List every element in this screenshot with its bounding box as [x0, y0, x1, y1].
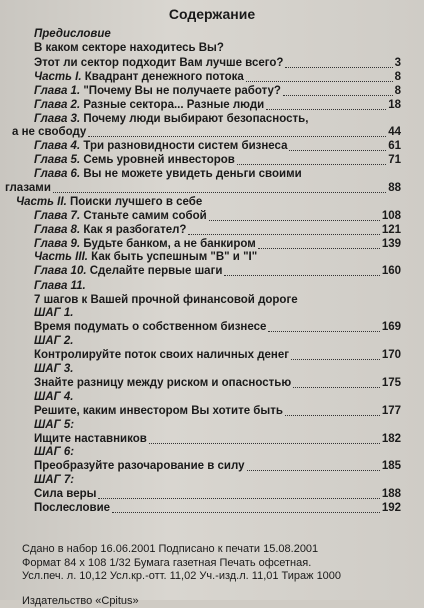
- toc-entry: [34, 140, 401, 153]
- dot-leader: [53, 192, 386, 193]
- dot-leader: [237, 164, 386, 165]
- imprint-block: [22, 543, 341, 608]
- toc-entry-text: Решите, каким инвестором Вы хотите быть: [34, 405, 283, 417]
- toc-entry-label: Часть I.: [34, 71, 82, 83]
- toc-entry-text: Семь уровней инвесторов: [83, 154, 235, 166]
- toc-entry-text: Контролируйте поток своих наличных денег: [34, 349, 289, 361]
- toc-page-number: 108: [382, 210, 401, 223]
- toc-entry: [34, 85, 401, 98]
- toc-entry: [34, 349, 401, 362]
- toc-page-number: 121: [382, 224, 401, 237]
- toc-entry-label: ШАГ 6:: [34, 446, 74, 458]
- toc-page-number: 175: [382, 377, 401, 390]
- toc-entry-label: ШАГ 1.: [34, 307, 73, 319]
- toc-entry-text: Этот ли сектор подходит Вам лучше всего?: [34, 57, 283, 69]
- toc-entry-text: Как быть успешным "B" и "I": [91, 251, 257, 263]
- imprint-line: Усл.печ. л. 10,12 Усл.кр.-отт. 11,02 Уч.-изд.л. 11,01 Тираж 1000: [22, 570, 341, 584]
- toc-entry: [34, 419, 401, 432]
- toc-page-number: 61: [388, 140, 401, 153]
- toc-entry-label: ШАГ 3.: [34, 363, 73, 375]
- toc-entry-label: ШАГ 7:: [34, 474, 74, 486]
- toc-entry: [34, 113, 401, 126]
- toc-page-number: 139: [382, 238, 401, 251]
- toc-entry-label: ШАГ 4.: [34, 391, 73, 403]
- toc-entry-text: Знайте разницу между риском и опасностью: [34, 377, 291, 389]
- dot-leader: [247, 470, 380, 471]
- toc-entry-label: ШАГ 2.: [34, 335, 73, 347]
- toc-page-number: 3: [395, 57, 401, 70]
- toc-entry: [34, 42, 401, 55]
- toc-entry: [16, 196, 401, 209]
- toc-entry: [34, 224, 401, 237]
- toc-entry-label: Глава 8.: [34, 224, 80, 236]
- toc-entry: [34, 391, 401, 404]
- dot-leader: [188, 234, 379, 235]
- dot-leader: [98, 498, 379, 499]
- toc-entry-text: Поиски лучшего в себе: [70, 196, 202, 208]
- dot-leader: [289, 150, 386, 151]
- toc-entry-label: ШАГ 5:: [34, 419, 74, 431]
- toc-entry: [34, 71, 401, 84]
- toc-entry-text: Будьте банком, а не банкиром: [83, 238, 255, 250]
- toc-entry: [34, 335, 401, 348]
- toc-entry: [34, 377, 401, 390]
- toc-entry: [34, 294, 401, 307]
- toc-entry-text: Время подумать о собственном бизнесе: [34, 321, 266, 333]
- dot-leader: [112, 512, 380, 513]
- dot-leader: [246, 81, 393, 82]
- toc-entry: [34, 433, 401, 446]
- toc-entry: [34, 363, 401, 376]
- dot-leader: [268, 331, 379, 332]
- dot-leader: [266, 109, 386, 110]
- toc-entry: [12, 126, 401, 139]
- toc-page-number: 8: [395, 71, 401, 84]
- toc-entry: [34, 307, 401, 320]
- toc-entry-text: Вы не можете увидеть деньги своими: [83, 168, 301, 180]
- toc-entry-label: Глава 11.: [34, 280, 86, 292]
- imprint-line: Формат 84 х 108 1/32 Бумага газетная Печать офсетная.: [22, 557, 341, 571]
- toc-page-number: 160: [382, 265, 401, 278]
- toc-entry-text: Три разновидности систем бизнеса: [83, 140, 287, 152]
- toc-entry-label: Глава 9.: [34, 238, 80, 250]
- toc-entry: [34, 446, 401, 459]
- toc-entry-text: В каком секторе находитесь Вы?: [34, 42, 224, 54]
- dot-leader: [285, 67, 392, 68]
- toc-entry: [34, 251, 401, 264]
- toc-entry-text: Как я разбогател?: [83, 224, 186, 236]
- toc-entry-text: Ищите наставников: [34, 433, 147, 445]
- toc-entry-label: Глава 6.: [34, 168, 80, 180]
- toc-entry: [34, 154, 401, 167]
- imprint-line: Сдано в набор 16.06.2001 Подписано к печати 15.08.2001: [22, 543, 341, 557]
- dot-leader: [258, 248, 380, 249]
- toc-entry-label: Глава 10.: [34, 265, 87, 277]
- toc-entry-label: Часть III.: [34, 251, 88, 263]
- toc-entry-label: Часть II.: [16, 196, 67, 208]
- toc-entry-label: Глава 3.: [34, 113, 80, 125]
- toc-entry: [34, 502, 401, 515]
- toc-page-number: 8: [395, 85, 401, 98]
- toc-page-number: 188: [382, 488, 401, 501]
- toc-entry-text: Квадрант денежного потока: [85, 71, 244, 83]
- toc-entry: [34, 168, 401, 181]
- toc-page-number: 44: [388, 126, 401, 139]
- toc-entry-text: Послесловие: [34, 502, 110, 514]
- toc-entry: [34, 474, 401, 487]
- toc-entry-text: глазами: [5, 182, 51, 194]
- toc-entry-text: 7 шагов к Вашей прочной финансовой дороге: [34, 294, 298, 306]
- dot-leader: [291, 359, 380, 360]
- dot-leader: [283, 95, 393, 96]
- dot-leader: [293, 387, 380, 388]
- toc-page-number: 177: [382, 405, 401, 418]
- dot-leader: [88, 136, 386, 137]
- toc-page-number: 170: [382, 349, 401, 362]
- toc-entry-text: Преобразуйте разочарование в силу: [34, 460, 245, 472]
- toc-entry-text: Разные сектора... Разные люди: [83, 99, 264, 111]
- dot-leader: [285, 415, 380, 416]
- toc-entry: [34, 57, 401, 70]
- toc-entry-text: "Почему Вы не получаете работу?: [83, 85, 281, 97]
- dot-leader: [149, 443, 380, 444]
- toc-entry: [34, 210, 401, 223]
- toc-entry-label: Глава 5.: [34, 154, 80, 166]
- toc-entry-text: Сделайте первые шаги: [90, 265, 223, 277]
- toc-entry-text: Станьте самим собой: [83, 210, 206, 222]
- toc-entry: [34, 321, 401, 334]
- toc-page-number: 182: [382, 433, 401, 446]
- toc-entry: [34, 460, 401, 473]
- toc-page-number: 169: [382, 321, 401, 334]
- toc-entry-label: Глава 4.: [34, 140, 80, 152]
- toc-entry: [34, 28, 401, 41]
- toc-entry: [34, 488, 401, 501]
- toc-entry-label: Глава 2.: [34, 99, 80, 111]
- toc-entry: [34, 280, 401, 293]
- toc-entry-label: Глава 7.: [34, 210, 80, 222]
- toc-page-number: 192: [382, 502, 401, 515]
- toc-entry: [34, 99, 401, 112]
- toc-entry: [34, 265, 401, 278]
- toc-entry-text: Сила веры: [34, 488, 96, 500]
- toc-entry-label: Глава 1.: [34, 85, 80, 97]
- toc-entry: [34, 238, 401, 251]
- toc-entry-text: Предисловие: [34, 28, 111, 40]
- dot-leader: [224, 275, 379, 276]
- toc-entry-text: Почему люди выбирают безопасность,: [83, 113, 308, 125]
- toc-page-number: 88: [388, 182, 401, 195]
- page-title: Содержание: [0, 6, 424, 22]
- toc-entry-text: а не свободу: [12, 126, 86, 138]
- toc-entry: [34, 405, 401, 418]
- toc-page-number: 18: [388, 99, 401, 112]
- toc-entry: [5, 182, 401, 195]
- toc-page-number: 185: [382, 460, 401, 473]
- toc-page-number: 71: [388, 154, 401, 167]
- dot-leader: [209, 220, 380, 221]
- imprint-line: Издательство «Сріtus»: [22, 595, 341, 608]
